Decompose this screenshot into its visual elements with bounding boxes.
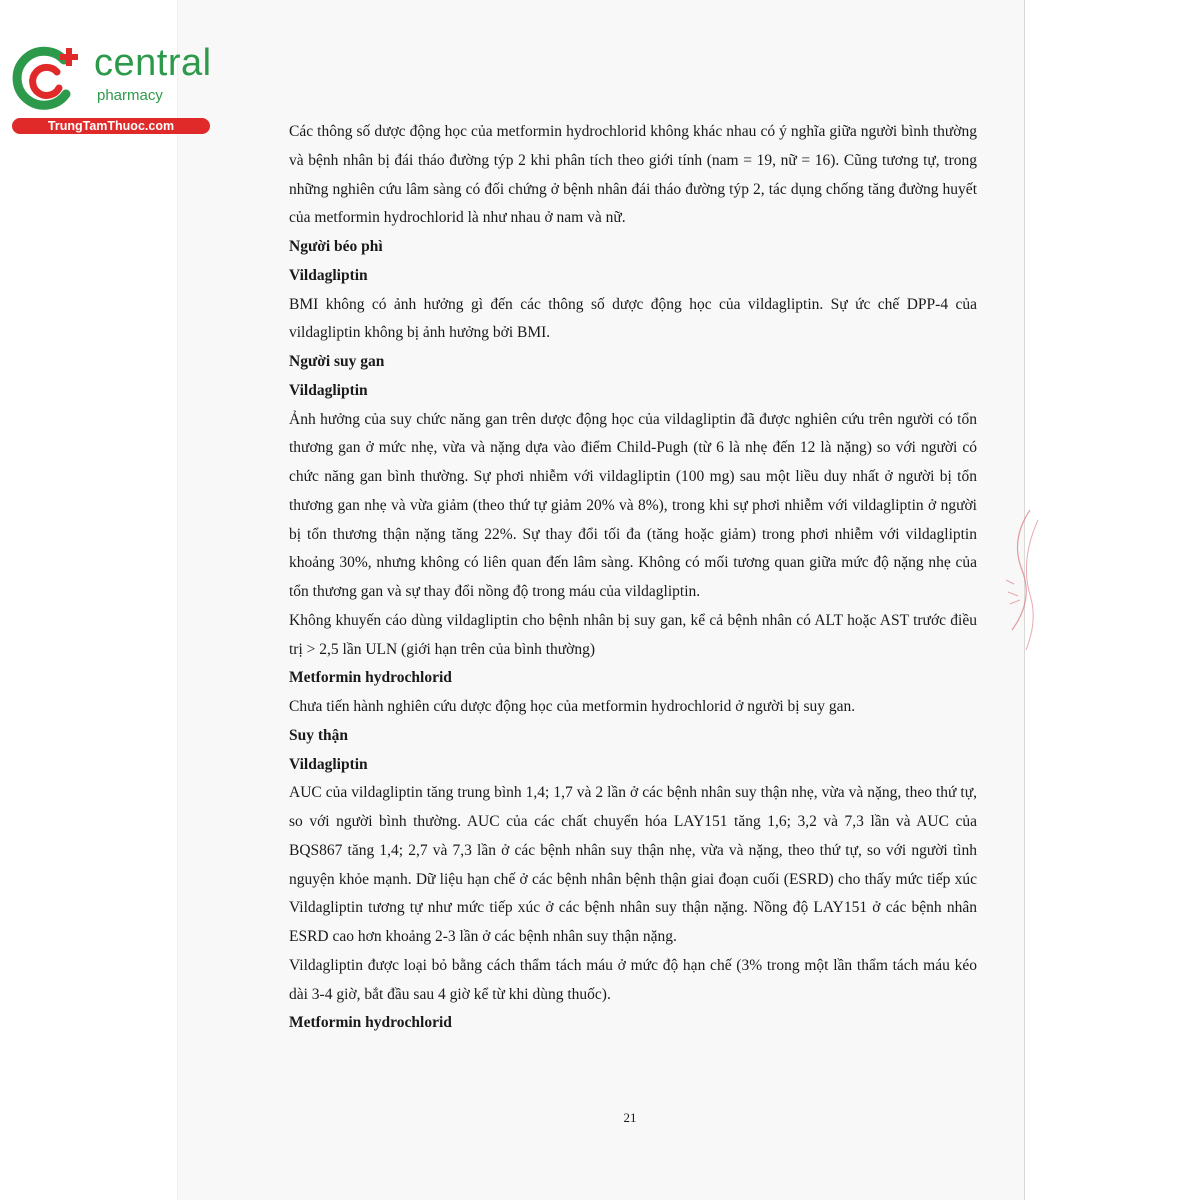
- red-stamp-fragment: [1000, 500, 1040, 660]
- section-heading: Suy thận: [289, 726, 349, 744]
- section-heading: Người suy gan: [289, 353, 385, 370]
- page-number: 21: [623, 1110, 637, 1125]
- body-paragraph: Chưa tiến hành nghiên cứu dược động học của metformin hydrochlorid ở người bị suy gan.: [289, 698, 856, 715]
- section-heading: Vildagliptin: [289, 266, 368, 284]
- body-paragraph: Không khuyến cáo dùng vildagliptin cho bệnh nhân bị suy gan, kể cả bệnh nhân có ALT hoặc AST trước điều trị > 2,5 lần ULN (giới hạn trên của bình thường): [289, 611, 977, 658]
- body-paragraph: BMI không có ảnh hưởng gì đến các thông số dược động học của vildagliptin. Sự ức chế DPP-4 của vildagliptin không bị ảnh hưởng bởi BMI.: [289, 295, 977, 342]
- logo-name: central: [94, 42, 212, 84]
- section-heading: Vildagliptin: [289, 755, 368, 773]
- pharmacy-cross-icon: [8, 38, 88, 118]
- document-body: [289, 118, 977, 1038]
- logo-subtitle: pharmacy: [97, 87, 163, 104]
- body-paragraph: Ảnh hưởng của suy chức năng gan trên dược động học của vildagliptin đã được nghiên cứu trên người có tổn thương gan ở mức nhẹ, vừa và nặng dựa vào điểm Child-Pugh (từ 6 là nhẹ đến 12 là nặng) so với người có chức năng gan bình thường. Sự phơi nhiễm với vildagliptin (100 mg) sau một liều duy nhất ở người bị tổn thương gan nhẹ và vừa giảm (theo thứ tự giảm 20% và 8%), trong khi sự phơi nhiễm với vildagliptin ở người bị tổn thương thận nặng tăng 22%. Sự thay đổi tối đa (tăng hoặc giảm) trong phơi nhiễm với vildagliptin khoảng 30%, nhưng không có liên quan đến lâm sàng. Không có mối tương quan giữa mức độ nặng nhẹ của tổn thương gan và sự thay đổi nồng độ trong máu của vildagliptin.: [289, 410, 977, 600]
- body-paragraph: AUC của vildagliptin tăng trung bình 1,4; 1,7 và 2 lần ở các bệnh nhân suy thận nhẹ, vừa và nặng, theo thứ tự, so với người bình thường. AUC của các chất chuyển hóa LAY151 tăng 1,6; 3,2 và 7,3 lần và AUC của BQS867 tăng 1,4; 2,7 và 7,3 lần ở các bệnh nhân suy thận nhẹ, vừa và nặng, theo thứ tự, so với người tình nguyện khỏe mạnh. Dữ liệu hạn chế ở các bệnh nhân bệnh thận giai đoạn cuối (ESRD) cho thấy mức tiếp xúc Vildagliptin tương tự như mức tiếp xúc ở các bệnh nhân suy thận nặng. Nồng độ LAY151 ở các bệnh nhân ESRD cao hơn khoảng 2-3 lần ở các bệnh nhân suy thận nặng.: [289, 784, 977, 945]
- section-heading: Metformin hydrochlorid: [289, 669, 452, 687]
- body-paragraph: Các thông số dược động học của metformin hydrochlorid không khác nhau có ý nghĩa giữa người bình thường và bệnh nhân bị đái tháo đường týp 2 khi phân tích theo giới tính (nam = 19, nữ = 16). Cũng tương tự, trong những nghiên cứu lâm sàng có đối chứng ở bệnh nhân đái tháo đường týp 2, tác dụng chống tăng đường huyết của metformin hydrochlorid là như nhau ở nam và nữ.: [289, 123, 977, 227]
- section-heading: Người béo phì: [289, 238, 383, 255]
- pharmacy-logo[interactable]: [8, 38, 218, 138]
- logo-url[interactable]: TrungTamThuoc.com: [12, 118, 210, 134]
- body-paragraph: Vildagliptin được loại bỏ bằng cách thẩm tách máu ở mức độ hạn chế (3% trong một lần thẩm tách máu kéo dài 3-4 giờ, bắt đầu sau 4 giờ kể từ khi dùng thuốc).: [289, 956, 977, 1003]
- section-heading: Vildagliptin: [289, 381, 368, 399]
- section-heading: Metformin hydrochlorid: [289, 1014, 452, 1032]
